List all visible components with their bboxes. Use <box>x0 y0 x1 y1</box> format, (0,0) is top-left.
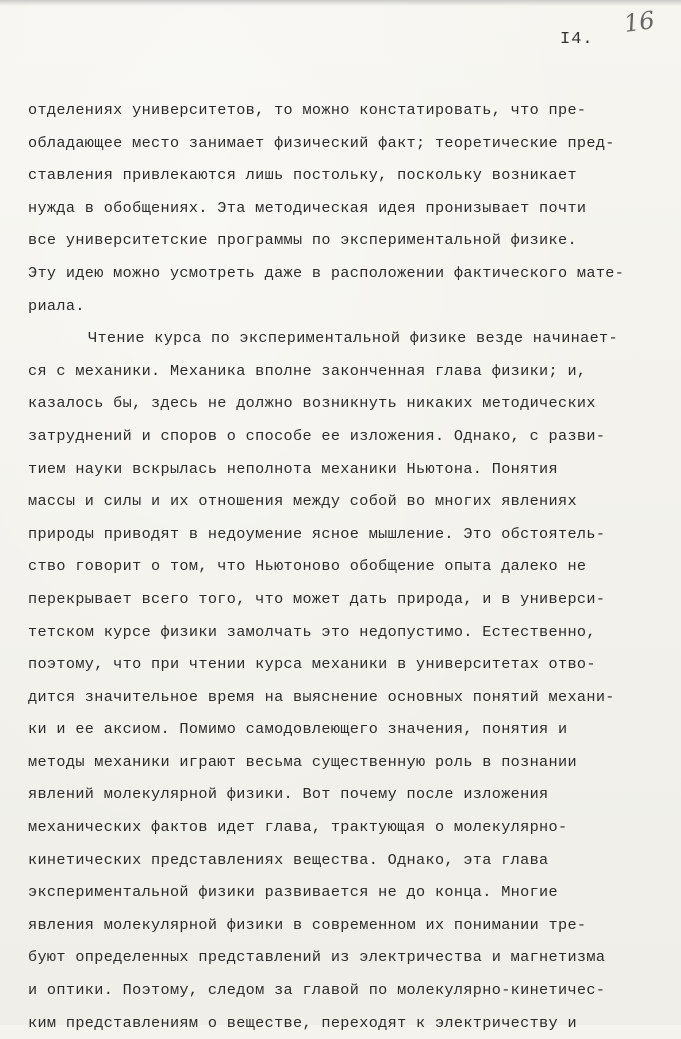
text-line: казалось бы, здесь не должно возникнуть никаких методических <box>28 394 596 413</box>
text-line: явления молекулярной физики в современном их понимании тре- <box>28 915 587 934</box>
text-line: массы и силы и их отношения между собой во многих явлениях <box>28 492 577 511</box>
text-line: Чтение курса по экспериментальной физике везде начинает- <box>88 329 618 348</box>
text-line: природы приводят в недоумение ясное мышление. Это обстоятель- <box>28 524 606 543</box>
text-line: нужда в обобщениях. Эта методическая идея пронизывает почти <box>28 198 587 217</box>
text-line: ким представлениям о веществе, переходят к электричеству и <box>28 1013 577 1032</box>
text-line: кинетических представлениях вещества. Однако, эта глава <box>28 850 549 869</box>
text-line: обладающее место занимает физический факт; теоретические пред- <box>28 133 615 152</box>
text-line: буют определенных представлений из электричества и магнетизма <box>28 948 606 967</box>
text-line: и оптики. Поэтому, следом за главой по молекулярно-кинетичес- <box>28 981 606 1000</box>
text-line: отделениях университетов, то можно констатировать, что пре- <box>28 101 587 119</box>
text-line: ся с механики. Механика вполне законченная глава физики; и, <box>28 361 587 380</box>
text-line: тетском курсе физики замолчать это недопустимо. Естественно, <box>28 622 596 641</box>
text-line: ставления привлекаются лишь постольку, поскольку возникает <box>28 166 577 185</box>
text-line: затруднений и споров о способе ее изложения. Однако, с разви- <box>28 426 606 445</box>
text-line: риала. <box>28 296 85 315</box>
handwritten-page-mark: 16 <box>622 6 657 38</box>
text-line: механических фактов идет глава, трактующая о молекулярно- <box>28 818 568 837</box>
page-number: I4. <box>560 30 594 49</box>
text-line: перекрывает всего того, что может дать природа, и в универси- <box>28 589 606 608</box>
text-line: экспериментальной физики развивается не до конца. Многие <box>28 883 558 902</box>
text-line: все университетские программы по экспериментальной физике. <box>28 231 577 250</box>
text-line: ки и ее аксиом. Помимо самодовлеющего значения, понятия и <box>28 720 568 739</box>
text-line: ство говорит о том, что Ньютоново обобщение опыта далеко не <box>28 557 587 576</box>
typewritten-text-block <box>28 94 668 1039</box>
scan-top-edge <box>0 0 681 6</box>
text-line: явлений молекулярной физики. Вот почему после изложения <box>28 785 549 804</box>
text-line: методы механики играют весьма существенную роль в познании <box>28 752 577 771</box>
text-line: тием науки вскрылась неполнота механики Ньютона. Понятия <box>28 459 558 478</box>
text-line: Эту идею можно усмотреть даже в расположении фактического мате- <box>28 263 625 282</box>
text-line: поэтому, что при чтении курса механики в университетах отво- <box>28 655 596 674</box>
text-line: дится значительное время на выяснение основных понятий механи- <box>28 687 615 706</box>
